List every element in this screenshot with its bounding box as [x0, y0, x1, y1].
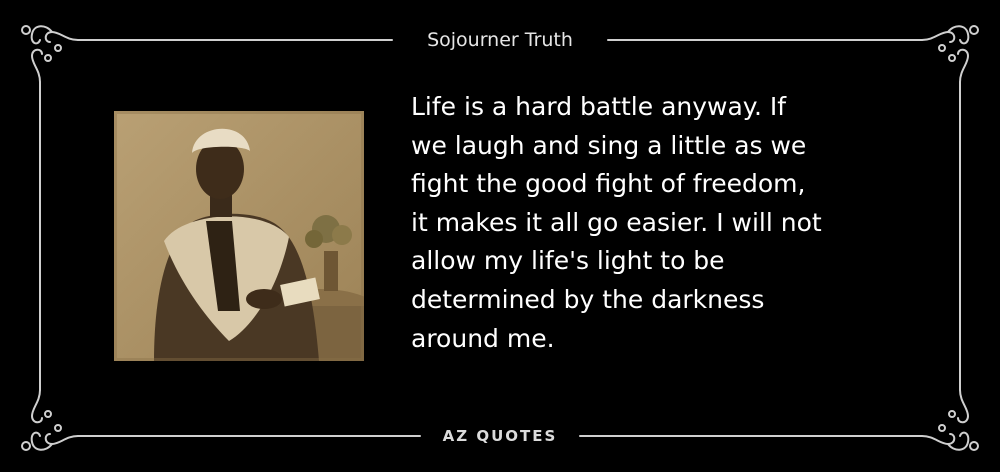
- quote-line: around me.: [411, 323, 555, 353]
- quote-line: allow my life's light to be: [411, 246, 725, 276]
- author-name: [0, 24, 1000, 56]
- quote-line: Life is a hard battle anyway. If: [411, 92, 787, 121]
- quote-line: we laugh and sing a little as we: [411, 130, 807, 160]
- quote-text: [411, 88, 951, 358]
- quote-line: determined by the darkness: [411, 284, 765, 314]
- quote-line: fight the good fight of freedom,: [411, 169, 806, 199]
- quote-line: it makes it all go easier. I will not: [411, 207, 822, 237]
- brand-logo-text: AZ QUOTES: [431, 427, 570, 445]
- author-name-text: Sojourner Truth: [415, 29, 585, 51]
- author-portrait: [114, 111, 364, 361]
- brand-logo: [0, 424, 1000, 448]
